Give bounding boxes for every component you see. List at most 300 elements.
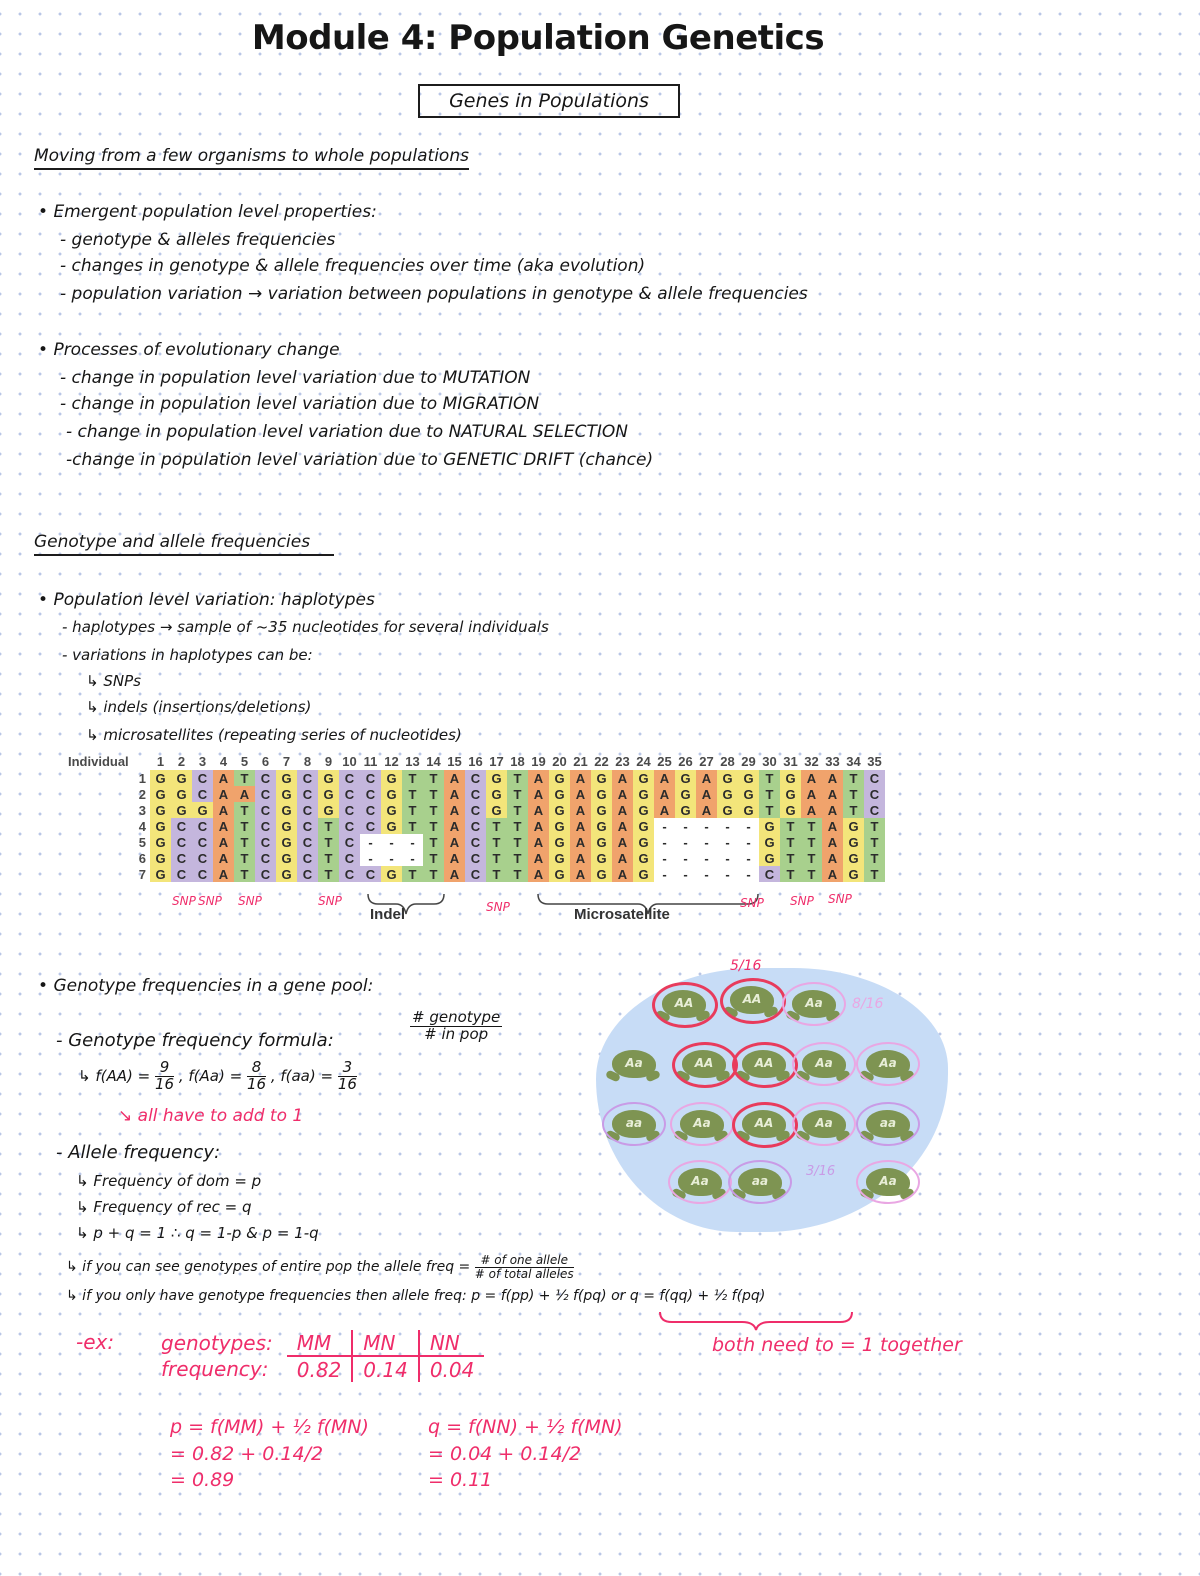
- nucleotide-cell: A: [822, 834, 843, 850]
- position-header: 18: [510, 754, 525, 769]
- nucleotide-cell: G: [549, 802, 570, 818]
- nucleotide-cell: C: [297, 834, 318, 850]
- frog-genotype-label: Aa: [879, 1174, 897, 1188]
- nucleotide-cell: A: [801, 770, 822, 786]
- nucleotide-cell: A: [528, 770, 549, 786]
- nucleotide-cell: G: [633, 866, 654, 882]
- nucleotide-cell: G: [549, 786, 570, 802]
- nucleotide-cell: C: [171, 818, 192, 834]
- frog-genotype-label: Aa: [625, 1056, 643, 1070]
- nucleotide-cell: G: [633, 786, 654, 802]
- genotype-circle: [792, 1102, 856, 1146]
- bullet-evolutionary-change: • Processes of evolutionary change: [38, 340, 340, 360]
- list-item: - variations in haplotypes can be:: [62, 646, 313, 664]
- nucleotide-cell: T: [486, 850, 507, 866]
- frog-genotype-label: Aa: [691, 1174, 709, 1188]
- nucleotide-cell: C: [339, 818, 360, 834]
- example-cell: MN: [352, 1330, 419, 1356]
- example-cell: MM: [287, 1330, 353, 1356]
- nucleotide-cell: -: [675, 834, 696, 850]
- nucleotide-cell: G: [276, 866, 297, 882]
- f-AA-num: 9: [155, 1060, 174, 1077]
- nucleotide-cell: G: [780, 770, 801, 786]
- nucleotide-cell: T: [486, 834, 507, 850]
- nucleotide-cell: G: [276, 770, 297, 786]
- nucleotide-cell: G: [381, 802, 402, 818]
- nucleotide-cell: T: [318, 818, 339, 834]
- nucleotide-cell: C: [297, 850, 318, 866]
- nucleotide-cell: G: [381, 770, 402, 786]
- list-item: ↳ Frequency of rec = q: [76, 1198, 252, 1216]
- frog-genotype-label: Aa: [693, 1116, 711, 1130]
- example-frequency-row: [160, 1356, 484, 1382]
- nucleotide-cell: A: [612, 786, 633, 802]
- nucleotide-cell: A: [528, 786, 549, 802]
- nucleotide-cell: T: [402, 786, 423, 802]
- f-aa-den: 16: [337, 1074, 357, 1093]
- allele-count-numerator: # of one allele: [475, 1254, 574, 1268]
- nucleotide-cell: C: [465, 786, 486, 802]
- nucleotide-cell: G: [591, 770, 612, 786]
- nucleotide-cell: G: [738, 770, 759, 786]
- nucleotide-cell: T: [759, 770, 780, 786]
- f-Aa-num: 8: [247, 1060, 266, 1077]
- nucleotide-cell: G: [717, 802, 738, 818]
- nucleotide-cell: A: [234, 786, 255, 802]
- nucleotide-cell: -: [675, 866, 696, 882]
- allele-freq-from-genotypes: ↳ if you only have genotype frequencies then allele freq: p = f(pp) + ½ f(pq) or q = f(qq) + ½ f(pq): [66, 1288, 766, 1304]
- nucleotide-cell: -: [654, 866, 675, 882]
- nucleotide-cell: G: [171, 802, 192, 818]
- nucleotide-cell: T: [780, 866, 801, 882]
- frog-genotype-label: Aa: [805, 996, 823, 1010]
- nucleotide-cell: G: [150, 802, 171, 818]
- nucleotide-cell: T: [759, 802, 780, 818]
- nucleotide-cell: G: [381, 818, 402, 834]
- individual-id: 4: [138, 818, 146, 834]
- nucleotide-cell: G: [759, 818, 780, 834]
- nucleotide-cell: G: [759, 850, 780, 866]
- nucleotide-cell: G: [318, 786, 339, 802]
- nucleotide-cell: A: [801, 786, 822, 802]
- allele-freq-full-pop: [66, 1254, 574, 1280]
- f-aa-num: 3: [338, 1060, 357, 1077]
- nucleotide-cell: A: [213, 770, 234, 786]
- haplotype-row: [68, 786, 885, 802]
- nucleotide-cell: -: [402, 834, 423, 850]
- nucleotide-cell: G: [171, 770, 192, 786]
- formula-numerator: # genotype: [412, 1008, 501, 1026]
- nucleotide-cell: C: [171, 850, 192, 866]
- position-header: 4: [219, 754, 228, 769]
- snp-label: SNP: [486, 900, 510, 914]
- nucleotide-cell: A: [444, 834, 465, 850]
- nucleotide-cell: C: [465, 850, 486, 866]
- nucleotide-cell: G: [591, 786, 612, 802]
- position-header: 24: [636, 754, 651, 769]
- nucleotide-cell: -: [696, 834, 717, 850]
- position-header: 7: [282, 754, 291, 769]
- nucleotide-cell: C: [171, 866, 192, 882]
- position-header: 28: [720, 754, 735, 769]
- list-item: - population variation → variation between populations in genotype & allele frequencies: [60, 284, 808, 304]
- nucleotide-cell: T: [486, 866, 507, 882]
- frog-genotype-label: aa: [879, 1116, 897, 1130]
- individual-header: Individual: [68, 754, 129, 769]
- nucleotide-cell: A: [213, 850, 234, 866]
- nucleotide-cell: A: [696, 802, 717, 818]
- position-header: 3: [198, 754, 207, 769]
- list-item: - haplotypes → sample of ~35 nucleotides for several individuals: [62, 618, 549, 636]
- frog-icon: [606, 1044, 662, 1084]
- nucleotide-cell: C: [339, 786, 360, 802]
- nucleotide-cell: -: [675, 850, 696, 866]
- nucleotide-cell: C: [297, 770, 318, 786]
- nucleotide-cell: G: [843, 850, 864, 866]
- frog-grid: [596, 956, 956, 1246]
- position-header: 33: [825, 754, 840, 769]
- nucleotide-cell: -: [717, 866, 738, 882]
- nucleotide-cell: T: [801, 834, 822, 850]
- nucleotide-cell: A: [570, 866, 591, 882]
- nucleotide-cell: A: [444, 786, 465, 802]
- individual-id: 2: [138, 786, 146, 802]
- nucleotide-cell: G: [843, 834, 864, 850]
- position-header: 14: [426, 754, 441, 769]
- individual-id: 3: [138, 802, 146, 818]
- nucleotide-cell: A: [822, 818, 843, 834]
- nucleotide-cell: A: [444, 770, 465, 786]
- nucleotide-cell: G: [276, 818, 297, 834]
- q-line: q = f(NN) + ½ f(MN): [428, 1416, 623, 1438]
- position-header: 6: [261, 754, 270, 769]
- haplotype-row: [68, 818, 885, 834]
- nucleotide-cell: G: [549, 818, 570, 834]
- list-item: - change in population level variation due to MUTATION: [60, 368, 531, 388]
- snp-label: SNP: [790, 894, 814, 908]
- individual-id: 7: [138, 866, 146, 882]
- nucleotide-cell: A: [213, 818, 234, 834]
- nucleotide-cell: C: [192, 786, 213, 802]
- position-header: 31: [783, 754, 798, 769]
- nucleotide-cell: G: [780, 802, 801, 818]
- nucleotide-cell: -: [717, 818, 738, 834]
- nucleotide-cell: A: [213, 786, 234, 802]
- position-header: 23: [615, 754, 630, 769]
- list-item: ↳ SNPs: [86, 672, 141, 690]
- nucleotide-cell: T: [507, 770, 528, 786]
- nucleotide-cell: C: [465, 834, 486, 850]
- genotype-circle: [672, 1042, 738, 1088]
- nucleotide-cell: C: [192, 818, 213, 834]
- list-item: - genotype & alleles frequencies: [60, 230, 336, 250]
- nucleotide-cell: C: [255, 818, 276, 834]
- nucleotide-cell: -: [675, 818, 696, 834]
- nucleotide-cell: C: [339, 850, 360, 866]
- nucleotide-cell: A: [528, 834, 549, 850]
- nucleotide-cell: T: [318, 850, 339, 866]
- nucleotide-cell: -: [696, 866, 717, 882]
- position-header: 5: [240, 754, 249, 769]
- genotype-circle: [856, 1160, 920, 1204]
- list-item: - change in population level variation due to MIGRATION: [60, 394, 540, 414]
- frog-genotype-label: Aa: [879, 1056, 897, 1070]
- position-header: 8: [303, 754, 312, 769]
- nucleotide-cell: -: [402, 850, 423, 866]
- nucleotide-cell: C: [255, 770, 276, 786]
- nucleotide-cell: A: [570, 818, 591, 834]
- nucleotide-cell: C: [339, 802, 360, 818]
- nucleotide-cell: T: [318, 834, 339, 850]
- nucleotide-cell: G: [591, 834, 612, 850]
- nucleotide-cell: T: [507, 834, 528, 850]
- nucleotide-cell: T: [843, 786, 864, 802]
- nucleotide-cell: G: [486, 770, 507, 786]
- nucleotide-cell: T: [318, 866, 339, 882]
- formula-denominator: # in pop: [424, 1024, 489, 1043]
- nucleotide-cell: T: [423, 834, 444, 850]
- frog-genotype-label: AA: [742, 992, 762, 1006]
- nucleotide-cell: G: [318, 770, 339, 786]
- nucleotide-cell: G: [486, 802, 507, 818]
- nucleotide-cell: -: [381, 834, 402, 850]
- nucleotide-cell: -: [654, 834, 675, 850]
- both-brace: [656, 1310, 876, 1332]
- position-header: 29: [741, 754, 756, 769]
- nucleotide-cell: A: [528, 850, 549, 866]
- example-cell: 0.04: [419, 1356, 485, 1382]
- nucleotide-cell: G: [276, 786, 297, 802]
- f-AA-label: ↳ f(AA) =: [78, 1066, 151, 1085]
- genotype-circle: [782, 982, 846, 1026]
- nucleotide-cell: C: [864, 802, 885, 818]
- position-header: 11: [363, 754, 378, 769]
- nucleotide-cell: A: [654, 802, 675, 818]
- nucleotide-cell: G: [150, 834, 171, 850]
- nucleotide-cell: T: [780, 834, 801, 850]
- nucleotide-cell: G: [591, 818, 612, 834]
- nucleotide-cell: G: [486, 786, 507, 802]
- position-header: 21: [573, 754, 588, 769]
- nucleotide-cell: -: [360, 834, 381, 850]
- nucleotide-cell: A: [528, 802, 549, 818]
- nucleotide-cell: T: [423, 786, 444, 802]
- nucleotide-cell: T: [423, 770, 444, 786]
- snp-label: SNP: [198, 894, 222, 908]
- f-aa-label: , f(aa) =: [270, 1066, 334, 1085]
- nucleotide-cell: T: [402, 770, 423, 786]
- genotype-formula-fraction: [410, 1010, 502, 1043]
- genotype-circle: [856, 1102, 920, 1146]
- nucleotide-cell: G: [591, 850, 612, 866]
- genotype-circle: [670, 1102, 734, 1146]
- position-header: 20: [552, 754, 567, 769]
- nucleotide-cell: C: [297, 786, 318, 802]
- bullet-emergent-properties: • Emergent population level properties:: [38, 202, 377, 222]
- nucleotide-cell: T: [780, 850, 801, 866]
- nucleotide-cell: C: [297, 802, 318, 818]
- example-q-calculation: [428, 1414, 623, 1494]
- f-Aa-label: , f(Aa) =: [178, 1066, 243, 1085]
- nucleotide-cell: C: [465, 770, 486, 786]
- nucleotide-cell: G: [633, 850, 654, 866]
- note-8-16: 8/16: [852, 996, 884, 1012]
- nucleotide-cell: G: [675, 786, 696, 802]
- nucleotide-cell: C: [465, 866, 486, 882]
- frog-genotype-label: aa: [751, 1174, 769, 1188]
- frog-genotype-label: AA: [754, 1116, 774, 1130]
- nucleotide-cell: G: [843, 866, 864, 882]
- position-header: 34: [846, 754, 861, 769]
- nucleotide-cell: T: [801, 818, 822, 834]
- nucleotide-cell: G: [276, 802, 297, 818]
- nucleotide-cell: G: [150, 850, 171, 866]
- nucleotide-cell: T: [402, 818, 423, 834]
- nucleotide-cell: C: [360, 818, 381, 834]
- nucleotide-cell: C: [297, 818, 318, 834]
- nucleotide-cell: A: [570, 850, 591, 866]
- nucleotide-cell: A: [444, 818, 465, 834]
- nucleotide-cell: C: [360, 802, 381, 818]
- nucleotide-cell: A: [612, 802, 633, 818]
- nucleotide-cell: T: [234, 834, 255, 850]
- nucleotide-cell: G: [171, 786, 192, 802]
- nucleotide-cell: T: [759, 786, 780, 802]
- nucleotide-cell: -: [738, 834, 759, 850]
- page-title: Module 4: Population Genetics: [251, 18, 825, 58]
- nucleotide-cell: G: [633, 770, 654, 786]
- position-header: 16: [468, 754, 483, 769]
- position-header: 35: [867, 754, 882, 769]
- nucleotide-cell: -: [654, 850, 675, 866]
- nucleotide-cell: T: [507, 850, 528, 866]
- nucleotide-cell: A: [570, 770, 591, 786]
- section-heading-populations: Moving from a few organisms to whole populations: [34, 146, 469, 170]
- nucleotide-cell: C: [864, 770, 885, 786]
- nucleotide-cell: T: [864, 850, 885, 866]
- nucleotide-cell: G: [150, 786, 171, 802]
- list-item: ↳ microsatellites (repeating series of nucleotides): [86, 726, 462, 744]
- nucleotide-cell: G: [717, 770, 738, 786]
- nucleotide-cell: C: [192, 866, 213, 882]
- nucleotide-cell: G: [150, 770, 171, 786]
- nucleotide-cell: G: [780, 786, 801, 802]
- nucleotide-cell: -: [738, 850, 759, 866]
- nucleotide-cell: G: [276, 834, 297, 850]
- nucleotide-cell: A: [822, 802, 843, 818]
- nucleotide-cell: T: [801, 850, 822, 866]
- note-3-16: 3/16: [806, 1164, 836, 1179]
- individual-id: 6: [138, 850, 146, 866]
- example-table: [160, 1330, 484, 1382]
- genotype-circle: [732, 1102, 798, 1148]
- nucleotide-cell: C: [360, 770, 381, 786]
- nucleotide-cell: G: [549, 834, 570, 850]
- nucleotide-cell: G: [633, 818, 654, 834]
- nucleotide-cell: -: [717, 834, 738, 850]
- position-header: 30: [762, 754, 777, 769]
- example-label: -ex:: [76, 1330, 115, 1354]
- frog-genotype-label: AA: [754, 1056, 774, 1070]
- bullet-haplotypes: • Population level variation: haplotypes: [38, 590, 375, 610]
- nucleotide-cell: C: [255, 834, 276, 850]
- genotype-circle: [728, 1160, 792, 1204]
- f-Aa-den: 16: [246, 1074, 267, 1093]
- nucleotide-cell: A: [822, 786, 843, 802]
- nucleotide-cell: C: [171, 834, 192, 850]
- nucleotide-cell: C: [297, 866, 318, 882]
- allele-count-denominator: # of total alleles: [474, 1266, 574, 1281]
- nucleotide-cell: T: [423, 818, 444, 834]
- nucleotide-cell: -: [696, 850, 717, 866]
- frog-genotype-label: Aa: [815, 1056, 833, 1070]
- position-header: 15: [447, 754, 462, 769]
- position-header: 27: [699, 754, 714, 769]
- nucleotide-cell: T: [843, 770, 864, 786]
- position-header: 9: [324, 754, 333, 769]
- position-header: 22: [594, 754, 609, 769]
- nucleotide-cell: T: [402, 802, 423, 818]
- individual-id: 5: [138, 834, 146, 850]
- list-item: -change in population level variation due to GENETIC DRIFT (chance): [66, 450, 654, 470]
- nucleotide-cell: G: [549, 770, 570, 786]
- nucleotide-cell: T: [864, 834, 885, 850]
- genotype-circle: [732, 1042, 798, 1088]
- nucleotide-cell: C: [360, 866, 381, 882]
- nucleotide-cell: T: [780, 818, 801, 834]
- genotype-circle: [720, 978, 786, 1024]
- nucleotide-cell: C: [192, 770, 213, 786]
- nucleotide-cell: T: [234, 802, 255, 818]
- nucleotide-cell: C: [360, 786, 381, 802]
- genotype-circle: [668, 1160, 732, 1204]
- nucleotide-cell: C: [255, 786, 276, 802]
- nucleotide-cell: A: [213, 866, 234, 882]
- snp-label: SNP: [318, 894, 342, 908]
- nucleotide-cell: A: [612, 834, 633, 850]
- individual-id: 1: [138, 770, 146, 786]
- nucleotide-cell: C: [255, 850, 276, 866]
- genotype-frequency-values: [78, 1060, 357, 1093]
- haplotype-row: [68, 770, 885, 786]
- nucleotide-cell: A: [570, 786, 591, 802]
- nucleotide-cell: -: [738, 866, 759, 882]
- q-line: = 0.04 + 0.14/2: [428, 1442, 582, 1465]
- nucleotide-cell: -: [381, 850, 402, 866]
- frog-genotype-label: aa: [625, 1116, 643, 1130]
- position-header: 1: [156, 754, 165, 769]
- position-header: 17: [489, 754, 504, 769]
- haplotype-row: [68, 850, 885, 866]
- example-row-label: genotypes:: [161, 1331, 273, 1355]
- brace-path: [660, 1312, 852, 1330]
- nucleotide-cell: T: [864, 818, 885, 834]
- nucleotide-cell: G: [276, 850, 297, 866]
- haplotype-row: [68, 802, 885, 818]
- nucleotide-cell: T: [843, 802, 864, 818]
- frog-genotype-label: AA: [674, 996, 694, 1010]
- haplotype-row: [68, 866, 885, 882]
- snp-label: SNP: [828, 892, 852, 906]
- nucleotide-cell: C: [339, 770, 360, 786]
- position-header: 25: [657, 754, 672, 769]
- snp-label: SNP: [172, 894, 196, 908]
- q-line: = 0.11: [428, 1469, 493, 1492]
- nucleotide-cell: A: [822, 850, 843, 866]
- position-header: 13: [405, 754, 420, 769]
- position-header: 2: [177, 754, 186, 769]
- haplotype-row: [68, 834, 885, 850]
